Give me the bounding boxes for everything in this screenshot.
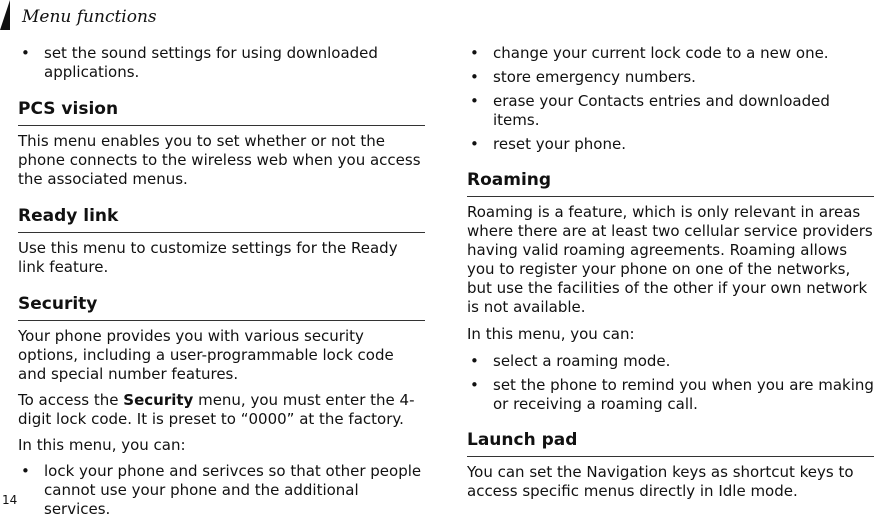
ready-link-text: Use this menu to customize settings for the Ready link feature.: [18, 239, 398, 276]
section-heading-security: Security: [18, 294, 425, 321]
security-in-menu-text: In this menu, you can:: [18, 436, 186, 454]
bullet-icon: •: [470, 376, 479, 394]
bullet-icon: •: [470, 135, 479, 153]
security-text: Your phone provides you with various security options, including a user-programmable lock code and special number features.: [18, 327, 394, 383]
list-item: • select a roaming mode.: [470, 352, 671, 370]
list-item: • change your current lock code to a new one.: [470, 44, 829, 62]
list-item: • erase your Contacts entries and downloaded items.: [470, 92, 830, 129]
section-heading-launch-pad: Launch pad: [467, 430, 874, 457]
section-heading-roaming: Roaming: [467, 170, 874, 197]
left-column: [18, 44, 425, 524]
pcs-vision-text: This menu enables you to set whether or not the phone connects to the wireless web when you access the associated menus.: [18, 132, 421, 188]
roaming-text: Roaming is a feature, which is only relevant in areas where there are at least two cellular service providers having valid roaming agreements. Roaming allows you to register your phone on one of the networks, but use the facilities of the other if your own network is not available.: [467, 203, 873, 316]
list-item: • lock your phone and serivces so that other people cannot use your phone and the additional services.: [21, 462, 422, 518]
security-access-text: To access the Security menu, you must enter the 4-digit lock code. It is preset to “0000” at the factory.: [18, 391, 415, 428]
bullet-icon: •: [470, 44, 479, 62]
page-number: 14: [2, 493, 18, 507]
bullet-icon: •: [470, 68, 479, 86]
bullet-icon: •: [470, 352, 479, 370]
bullet-icon: •: [470, 92, 479, 110]
list-item: • reset your phone.: [470, 135, 626, 153]
section-heading-pcs-vision: PCS vision: [18, 99, 425, 126]
page-header-title: Menu functions: [22, 7, 157, 27]
list-item: • set the phone to remind you when you are making or receiving a roaming call.: [470, 376, 874, 413]
list-item: • set the sound settings for using downloaded applications.: [21, 44, 378, 81]
section-heading-ready-link: Ready link: [18, 206, 425, 233]
header-tab-mark: [0, 0, 10, 30]
roaming-in-menu-text: In this menu, you can:: [467, 325, 635, 343]
launch-pad-text: You can set the Navigation keys as shortcut keys to access specific menus directly in Idle mode.: [467, 463, 854, 500]
bullet-icon: •: [21, 44, 30, 62]
list-item: • store emergency numbers.: [470, 68, 696, 86]
bullet-icon: •: [21, 462, 30, 480]
right-column: [467, 44, 874, 509]
